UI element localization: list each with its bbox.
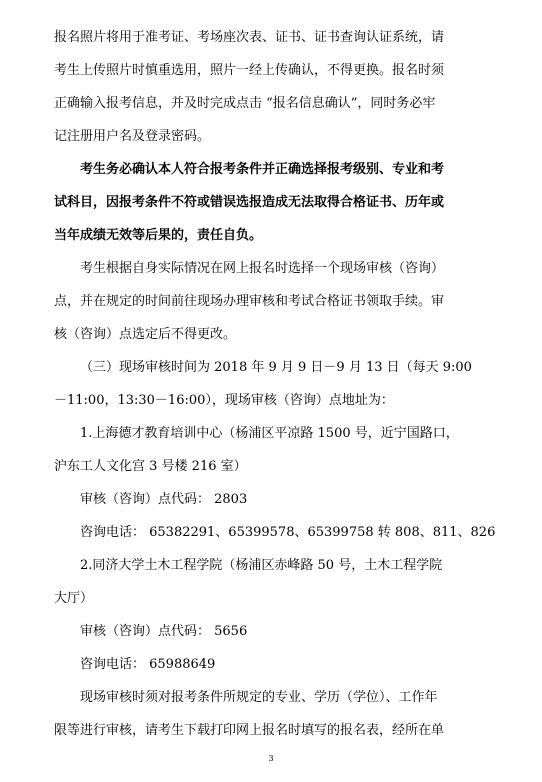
- text-line: －11:00，13:30－16:00），现场审核（咨询）点地址为：: [54, 393, 394, 408]
- text-line: 核（咨询）点选定后不得更改。: [54, 327, 237, 342]
- text-line: 沪东工人文化宫 3 号楼 216 室）: [54, 459, 247, 474]
- text-line: 大厅）: [54, 591, 94, 606]
- bold-text-line: 当年成绩无效等后果的，责任自负。: [54, 228, 263, 243]
- text-line: 2.同济大学土木工程学院（杨浦区赤峰路 50 号，土木工程学院: [80, 558, 443, 573]
- text-line: 咨询电话： 65382291、65399578、65399758 转 808、811、826: [80, 525, 496, 540]
- text-line: 考生上传照片时慎重选用，照片一经上传确认，不得更换。报名时须: [54, 63, 445, 78]
- text-line: 报名照片将用于准考证、考场座次表、证书、证书查询认证系统，请: [54, 30, 445, 45]
- text-line: 正确输入报考信息，并及时完成点击 “报名信息确认”，同时务必牢: [54, 96, 436, 111]
- bold-text-line: 试科目，因报考条件不符或错误选报造成无法取得合格证书、历年或: [54, 195, 445, 210]
- text-line: （三）现场审核时间为 2018 年 9 月 9 日－9 月 13 日（每天 9:00: [80, 360, 472, 375]
- text-line: 咨询电话： 65988649: [80, 657, 216, 672]
- text-line: 审核（咨询）点代码： 5656: [80, 624, 248, 639]
- text-line: 记注册用户名及登录密码。: [54, 129, 211, 144]
- bold-text-line: 考生务必确认本人符合报考条件并正确选择报考级别、专业和考: [80, 162, 445, 177]
- text-line: 限等进行审核，请考生下载打印网上报名时填写的报名表，经所在单: [54, 723, 445, 738]
- text-line: 点，并在规定的时间前往现场办理审核和考试合格证书领取手续。审: [54, 294, 445, 309]
- text-line: 现场审核时须对报考条件所规定的专业、学历（学位）、工作年: [80, 690, 438, 705]
- text-line: 考生根据自身实际情况在网上报名时选择一个现场审核（咨询）: [80, 261, 445, 276]
- text-line: 1.上海德才教育培训中心（杨浦区平凉路 1500 号，近宁国路口，: [80, 426, 459, 441]
- page-number: 3: [268, 754, 274, 763]
- text-line: 审核（咨询）点代码： 2803: [80, 492, 248, 507]
